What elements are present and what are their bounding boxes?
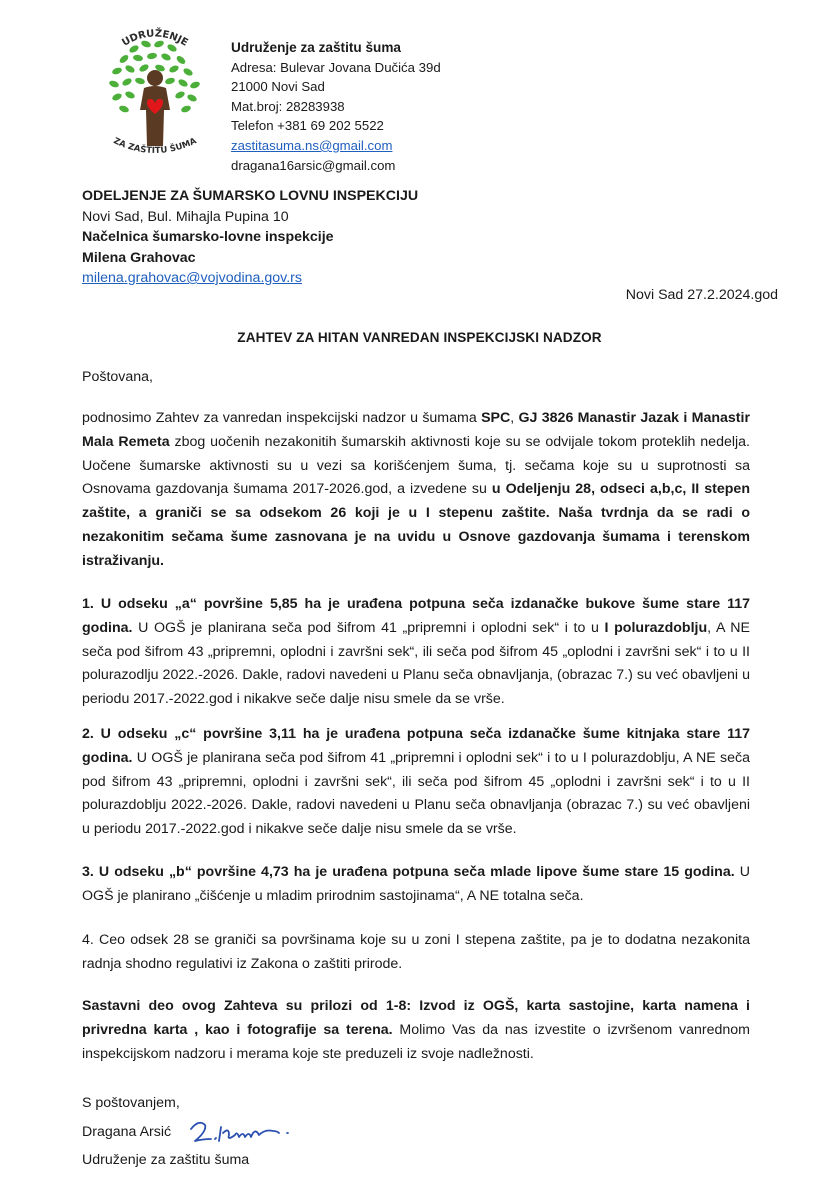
logo-top-text: UDRUŽENJE bbox=[120, 28, 190, 49]
closing-block bbox=[82, 1090, 295, 1174]
paragraph-item-3 bbox=[82, 861, 750, 909]
paragraph-item-2 bbox=[82, 723, 750, 842]
sender-org-name: Udruženje za zaštitu šuma bbox=[231, 40, 401, 55]
letter-title: ZAHTEV ZA HITAN VANREDAN INSPEKCIJSKI NADZOR bbox=[237, 330, 602, 345]
text-run: U OGŠ je planirana seča pod šifrom 41 „pripremni i oplodni sek“ i to u I polurazdoblju, A NE seča pod šifrom 43 „pripremni, oplodni i završni sek“, ili seča pod šifrom 45 „oplodni i završni sek“ i to u II polurazdoblju 2022.-2026. Dakle, radovi navedeni u Planu seča obnavljanja (obrazac 7.) su već obavljeni u periodu 2017.-2022.god i nikakve seče dalje nisu smele da se vrše. bbox=[82, 749, 750, 838]
sender-info bbox=[231, 38, 441, 175]
letter-date: Novi Sad 27.2.2024.god bbox=[625, 287, 778, 303]
bold-text-run: Sastavni deo ovog Zahteva su prilozi od 1-8: Izvod iz OGŠ, karta sastojine, karta namena i privredna karta , kao i fotografije sa terena. bbox=[82, 998, 750, 1038]
text-run: zbog uočenih nezakonitih šumarskih aktivnosti koje su se odvijale tokom proteklih nedelja. Uočene šumarske aktivnosti su u vezi sa korišćenjem šuma, tj. sečama koje su u suprotnosti sa Osnovama gazdovanja šumama 2017-2026.god, a izvedene su bbox=[82, 433, 750, 498]
paragraph-intro bbox=[82, 407, 750, 574]
text-run: U OGŠ je planirano „čišćenje u mladim prirodnim sastojinama“, A NE totalna seča. bbox=[82, 864, 750, 904]
bold-text-run: GJ 3826 Manastir Jazak i Manastir Mala Remeta bbox=[82, 410, 750, 450]
recipient-email-link[interactable]: milena.grahovac@vojvodina.gov.rs bbox=[82, 270, 302, 286]
text-run: , bbox=[510, 410, 519, 426]
text-run: 4. Ceo odsek 28 se graniči sa površinama koje su u zoni I stepena zaštite, pa je to dodatna nezakonita radnja shodno regulativi iz Zakona o zaštiti prirode. bbox=[82, 932, 750, 972]
bold-text-run: I polurazdoblju bbox=[604, 619, 708, 636]
sender-email-link[interactable]: zastitasuma.ns@gmail.com bbox=[231, 137, 393, 153]
signer-organization: Udruženje za zaštitu šuma bbox=[82, 1152, 250, 1168]
paragraph-item-4 bbox=[82, 929, 750, 977]
bold-text-run: 2. U odseku „c“ površine 3,11 ha je urađena potpuna seča izdanačke šume kitnjaka stare 117 godina. bbox=[82, 726, 750, 766]
sender-email-2: dragana16arsic@gmail.com bbox=[231, 157, 396, 173]
sender-address: Adresa: Bulevar Jovana Dučića 39d bbox=[231, 59, 441, 75]
bold-text-run: 1. U odseku „a“ površine 5,85 ha je urađena potpuna seča izdanačke bukove šume stare 117 godina. bbox=[82, 596, 750, 636]
text-run: podnosimo Zahtev za vanredan inspekcijski nadzor u šumama bbox=[82, 410, 482, 426]
sender-city: 21000 Novi Sad bbox=[231, 79, 325, 95]
organization-logo bbox=[84, 14, 226, 168]
text-run: Molimo Vas da nas izvestite o izvršenom vanrednom inspekcijskom nadzoru i merama koje ste preduzeli iz svoje nadležnosti. bbox=[82, 1021, 750, 1062]
sender-phone: Telefon +381 69 202 5522 bbox=[231, 118, 384, 134]
signer-name: Dragana Arsić bbox=[82, 1123, 172, 1140]
recipient-department: ODELJENJE ZA ŠUMARSKO LOVNU INSPEKCIJU bbox=[82, 188, 419, 204]
recipient-name: Milena Grahovac bbox=[82, 249, 196, 266]
paragraph-item-1 bbox=[82, 593, 750, 712]
recipient-position: Načelnica šumarsko-lovne inspekcije bbox=[82, 229, 334, 245]
bold-text-run: SPC bbox=[481, 410, 511, 426]
logo-bottom-text: ZA ZAŠTITU ŠUMA bbox=[111, 136, 199, 157]
text-run: , A NE seča pod šifrom 43 „pripremni, oplodni i završni sek“, ili seča pod šifrom 45 „oplodni i završni sek“ i to u II polurazodlju 2022.-2026. Dakle, radovi navedeni u Planu seča obnavljanja, (obrazac 7.) su već obavljeni u periodu 2017.-2022.god i nikakve seče dalje nisu smele da se vrše. bbox=[82, 619, 750, 708]
bold-text-run: u Odeljenju 28, odseci a,b,c, II stepen zaštite, a graniči se sa odsekom 26 koji je u I stepenu zaštite. Naša tvrdnja da se radi o nezakonitim sečama šume zasnovana je na uvidu u Osnove gazdovanja šumama i terenskom istraživanju. bbox=[82, 481, 750, 569]
greeting: Poštovana, bbox=[82, 369, 153, 385]
text-run: U OGŠ je planirana seča pod šifrom 41 „pripremni i oplodni sek“ i to u bbox=[132, 619, 605, 636]
sender-reg-number: Mat.broj: 28283938 bbox=[231, 98, 345, 114]
paragraph-attachments bbox=[82, 995, 750, 1066]
recipient-block bbox=[82, 186, 418, 289]
recipient-address: Novi Sad, Bul. Mihajla Pupina 10 bbox=[82, 208, 289, 225]
handwritten-signature bbox=[185, 1117, 295, 1147]
bold-text-run: 3. U odseku „b“ površine 4,73 ha je urađena potpuna seča mlade lipove šume stare 15 godina. bbox=[82, 864, 735, 880]
closing-salutation: S poštovanjem, bbox=[82, 1095, 180, 1111]
